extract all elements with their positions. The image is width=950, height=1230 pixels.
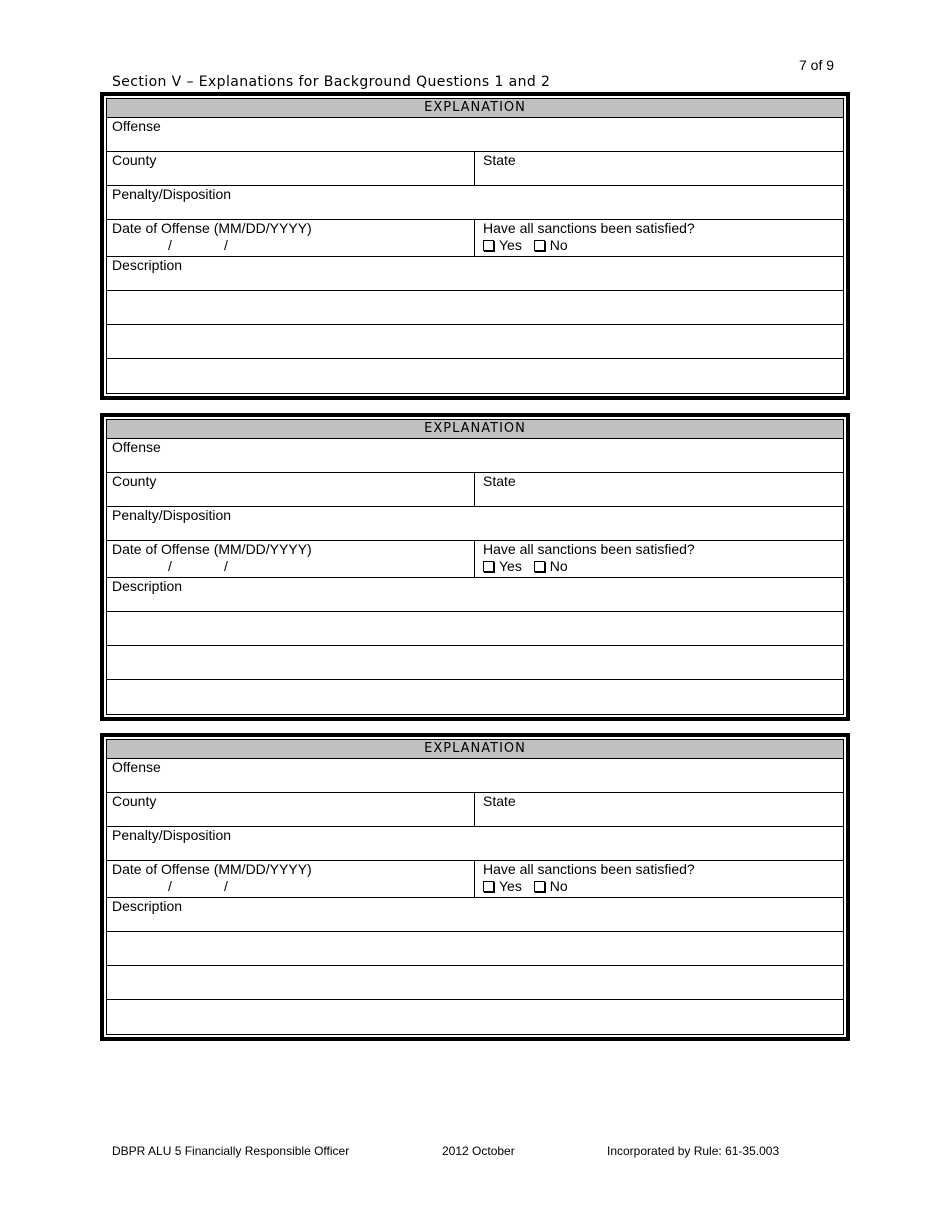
description-row[interactable] [107, 898, 843, 932]
offense-row[interactable] [107, 759, 843, 793]
state-field[interactable] [475, 793, 843, 826]
footer-form-name: DBPR ALU 5 Financially Responsible Officer [112, 1144, 350, 1158]
state-label: State [483, 793, 516, 809]
checkbox-icon[interactable] [483, 240, 494, 251]
page-number: 7 of 9 [799, 57, 835, 73]
penalty-label: Penalty/Disposition [112, 186, 232, 202]
yes-label: Yes [499, 878, 522, 894]
description-line[interactable] [107, 966, 843, 1000]
date-label: Date of Offense (MM/DD/YYYY) [112, 541, 312, 557]
explanation-header: EXPLANATION [107, 420, 843, 439]
no-label: No [549, 878, 568, 894]
description-line[interactable] [107, 325, 843, 359]
state-label: State [483, 152, 516, 168]
sanctions-label: Have all sanctions been satisfied? [483, 220, 695, 236]
explanation-header: EXPLANATION [107, 740, 843, 759]
explanation-block [100, 413, 850, 721]
county-label: County [112, 152, 157, 168]
date-label: Date of Offense (MM/DD/YYYY) [112, 861, 312, 877]
description-line[interactable] [107, 612, 843, 646]
penalty-row[interactable] [107, 827, 843, 861]
county-label: County [112, 793, 157, 809]
offense-label: Offense [112, 439, 161, 455]
description-row[interactable] [107, 257, 843, 291]
date-sanctions-row [107, 541, 843, 578]
sanctions-label: Have all sanctions been satisfied? [483, 861, 695, 877]
date-separator: / [224, 237, 228, 253]
description-label: Description [112, 257, 183, 273]
description-line[interactable] [107, 291, 843, 325]
penalty-row[interactable] [107, 186, 843, 220]
date-separator: / [168, 237, 172, 253]
state-field[interactable] [475, 152, 843, 185]
county-field[interactable] [107, 473, 475, 506]
footer-date: 2012 October [442, 1144, 515, 1158]
date-of-offense-field[interactable] [107, 541, 475, 577]
date-of-offense-field[interactable] [107, 861, 475, 897]
penalty-row[interactable] [107, 507, 843, 541]
county-field[interactable] [107, 152, 475, 185]
description-line[interactable] [107, 932, 843, 966]
checkbox-icon[interactable] [483, 881, 494, 892]
description-label: Description [112, 578, 183, 594]
checkbox-icon[interactable] [534, 561, 545, 572]
county-field[interactable] [107, 793, 475, 826]
date-separator: / [224, 558, 228, 574]
penalty-label: Penalty/Disposition [112, 507, 232, 523]
date-separator: / [168, 558, 172, 574]
yes-option[interactable] [483, 878, 522, 894]
date-of-offense-field[interactable] [107, 220, 475, 256]
date-separator: / [224, 878, 228, 894]
description-line[interactable] [107, 646, 843, 680]
date-separator: / [168, 878, 172, 894]
checkbox-icon[interactable] [534, 240, 545, 251]
footer-rule: Incorporated by Rule: 61-35.003 [607, 1144, 780, 1158]
description-line[interactable] [107, 680, 843, 714]
sanctions-field [475, 220, 843, 256]
description-label: Description [112, 898, 183, 914]
sanctions-label: Have all sanctions been satisfied? [483, 541, 695, 557]
no-option[interactable] [534, 878, 568, 894]
yes-label: Yes [499, 237, 522, 253]
explanation-block [100, 92, 850, 400]
description-line[interactable] [107, 359, 843, 393]
yes-option[interactable] [483, 237, 522, 253]
checkbox-icon[interactable] [534, 881, 545, 892]
explanation-block [100, 733, 850, 1041]
no-option[interactable] [534, 237, 568, 253]
offense-row[interactable] [107, 439, 843, 473]
penalty-label: Penalty/Disposition [112, 827, 232, 843]
date-sanctions-row [107, 861, 843, 898]
yes-option[interactable] [483, 558, 522, 574]
offense-label: Offense [112, 759, 161, 775]
no-label: No [549, 237, 568, 253]
county-state-row [107, 152, 843, 186]
description-line[interactable] [107, 1000, 843, 1034]
state-label: State [483, 473, 516, 489]
no-label: No [549, 558, 568, 574]
state-field[interactable] [475, 473, 843, 506]
description-row[interactable] [107, 578, 843, 612]
county-state-row [107, 793, 843, 827]
county-state-row [107, 473, 843, 507]
date-sanctions-row [107, 220, 843, 257]
sanctions-field [475, 541, 843, 577]
yes-label: Yes [499, 558, 522, 574]
explanation-header: EXPLANATION [107, 99, 843, 118]
section-title: Section V – Explanations for Background Questions 1 and 2 [112, 74, 551, 90]
offense-row[interactable] [107, 118, 843, 152]
sanctions-field [475, 861, 843, 897]
county-label: County [112, 473, 157, 489]
offense-label: Offense [112, 118, 161, 134]
checkbox-icon[interactable] [483, 561, 494, 572]
no-option[interactable] [534, 558, 568, 574]
date-label: Date of Offense (MM/DD/YYYY) [112, 220, 312, 236]
